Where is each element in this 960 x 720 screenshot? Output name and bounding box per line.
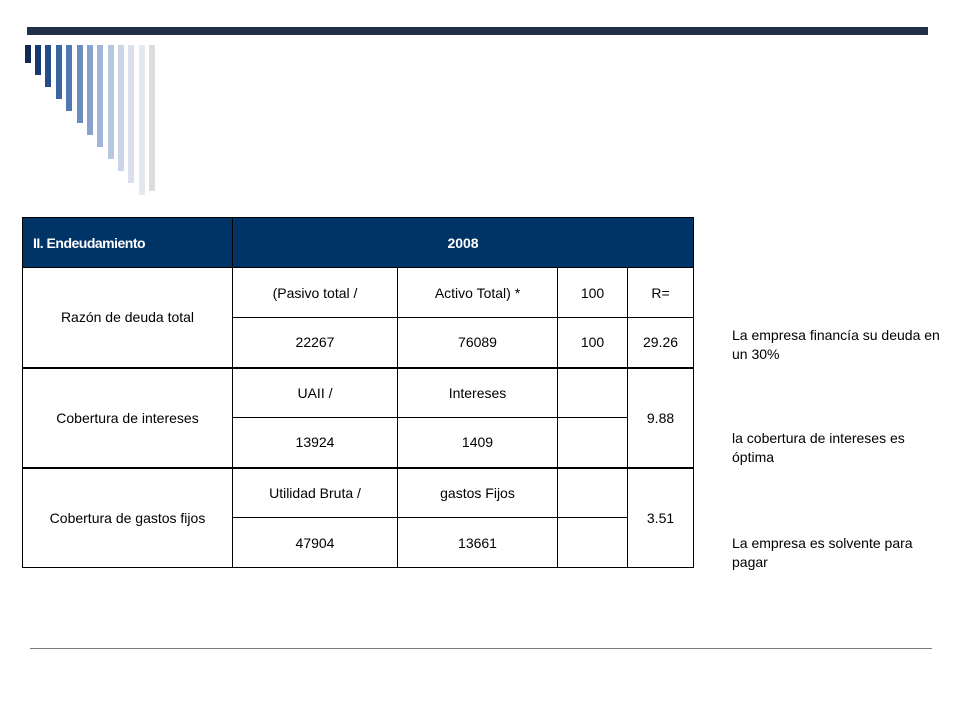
stripe: [118, 45, 124, 171]
stripe: [56, 45, 62, 99]
table-cell: [558, 368, 628, 418]
row-label: Razón de deuda total: [23, 268, 233, 368]
table-cell: 100: [558, 318, 628, 368]
stripe: [45, 45, 51, 87]
table-cell: 13661: [398, 518, 558, 568]
debt-ratio-table: [22, 217, 694, 568]
row-label: Cobertura de gastos fijos: [23, 468, 233, 568]
row-label: Cobertura de intereses: [23, 368, 233, 468]
table-cell: 1409: [398, 418, 558, 468]
year-header: 2008: [233, 218, 694, 268]
table-cell: gastos Fijos: [398, 468, 558, 518]
table-row: [23, 468, 694, 518]
note-debt-ratio: La empresa financía su deuda en un 30%: [732, 327, 940, 362]
stripe: [87, 45, 93, 135]
stripe: [128, 45, 134, 183]
top-decor-bar: [27, 27, 928, 35]
stripe: [25, 45, 31, 63]
table-cell: 100: [558, 268, 628, 318]
bottom-divider: [30, 648, 932, 649]
stripe: [77, 45, 83, 123]
result-cell: 9.88: [628, 368, 694, 468]
note-interest-coverage: la cobertura de intereses es óptima: [732, 430, 905, 465]
table-cell: UAII /: [233, 368, 398, 418]
note-fixed-costs: La empresa es solvente para pagar: [732, 535, 913, 570]
stripe: [66, 45, 72, 111]
stripe: [97, 45, 103, 147]
table-cell: 47904: [233, 518, 398, 568]
stripe: [108, 45, 114, 159]
table-cell: 13924: [233, 418, 398, 468]
table-cell: 29.26: [628, 318, 694, 368]
table-cell: Utilidad Bruta /: [233, 468, 398, 518]
table-row: [23, 368, 694, 418]
result-cell: 3.51: [628, 468, 694, 568]
stripe: [149, 45, 155, 191]
table-cell: [558, 518, 628, 568]
table-cell: R=: [628, 268, 694, 318]
table-cell: [558, 468, 628, 518]
table-cell: 22267: [233, 318, 398, 368]
table-cell: Intereses: [398, 368, 558, 418]
table-cell: 76089: [398, 318, 558, 368]
stripe: [35, 45, 41, 75]
table-cell: (Pasivo total /: [233, 268, 398, 318]
table-cell: [558, 418, 628, 468]
section-header: II. Endeudamiento: [23, 218, 233, 268]
stripe: [139, 45, 145, 195]
table-header-row: [23, 218, 694, 268]
table-cell: Activo Total) *: [398, 268, 558, 318]
table-row: [23, 268, 694, 318]
